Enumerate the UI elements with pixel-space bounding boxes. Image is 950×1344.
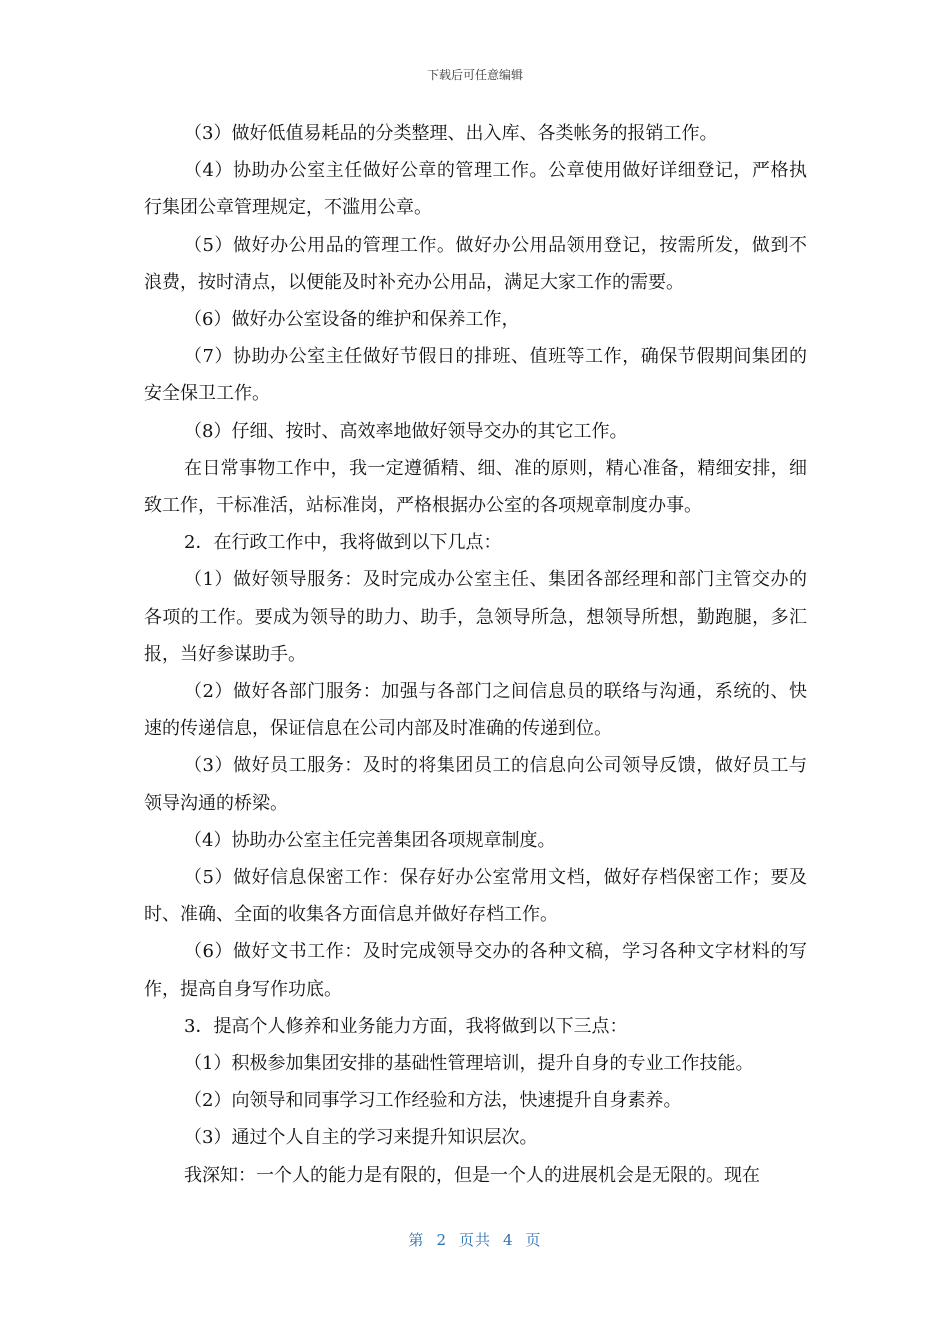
- paragraph: （2）向领导和同事学习工作经验和方法，快速提升自身素养。: [184, 1090, 682, 1112]
- paragraph: （1）做好领导服务：及时完成办公室主任、集团各部经理和部门主管交办的各项的工作。要成为领导的助力、助手，急领导所急，想领导所想，勤跑腿，多汇报，当好参谋助手。: [144, 569, 807, 665]
- paragraph: （1）积极参加集团安排的基础性管理培训，提升自身的专业工作技能。: [184, 1053, 754, 1075]
- paragraph: （6）做好办公室设备的维护和保养工作，: [184, 309, 520, 331]
- paragraph: （8）仔细、按时、高效率地做好领导交办的其它工作。: [184, 420, 628, 442]
- paragraph: （2）做好各部门服务：加强与各部门之间信息员的联络与沟通，系统的、快速的传递信息，保证信息在公司内部及时准确的传递到位。: [144, 681, 807, 740]
- paragraph: （6）做好文书工作：及时完成领导交办的各种文稿，学习各种文字材料的写作，提高自身写作功底。: [144, 941, 807, 1000]
- paragraph: （5）做好办公用品的管理工作。做好办公用品领用登记，按需所发，做到不浪费，按时清点，以便能及时补充办公用品，满足大家工作的需要。: [144, 234, 807, 293]
- page-header: 下载后可任意编辑: [426, 68, 523, 82]
- paragraph: （3）做好低值易耗品的分类整理、出入库、各类帐务的报销工作。: [184, 123, 718, 144]
- paragraph: 在日常事物工作中，我一定遵循精、细、准的原则，精心准备，精细安排，细致工作，干标准活，站标准岗，严格根据办公室的各项规章制度办事。: [144, 457, 807, 517]
- document-body: [144, 115, 807, 1194]
- paragraph: 我深知：一个人的能力是有限的，但是一个人的进展机会是无限的。现在: [184, 1164, 760, 1186]
- footer-page-number: 2: [436, 1231, 447, 1249]
- footer-label-yegong: 页共: [458, 1231, 491, 1249]
- paragraph: （3）通过个人自主的学习来提升知识层次。: [184, 1127, 538, 1149]
- footer-total-pages: 4: [503, 1231, 514, 1249]
- paragraph: （4）协助办公室主任完善集团各项规章制度。: [184, 829, 556, 851]
- paragraph: （7）协助办公室主任做好节假日的排班、值班等工作，确保节假期间集团的安全保卫工作。: [144, 346, 807, 405]
- page-footer: [0, 1229, 950, 1250]
- paragraph: 2．在行政工作中，我将做到以下几点：: [184, 532, 502, 554]
- paragraph: 3．提高个人修养和业务能力方面，我将做到以下三点：: [184, 1015, 628, 1037]
- paragraph: （4）协助办公室主任做好公章的管理工作。公章使用做好详细登记，严格执行集团公章管理规定，不滥用公章。: [144, 160, 807, 219]
- footer-label-di: 第: [408, 1231, 425, 1249]
- footer-label-ye: 页: [525, 1231, 542, 1249]
- paragraph: （5）做好信息保密工作：保存好办公室常用文档，做好存档保密工作；要及时、准确、全面的收集各方面信息并做好存档工作。: [144, 867, 807, 926]
- paragraph: （3）做好员工服务：及时的将集团员工的信息向公司领导反馈，做好员工与领导沟通的桥梁。: [144, 755, 807, 814]
